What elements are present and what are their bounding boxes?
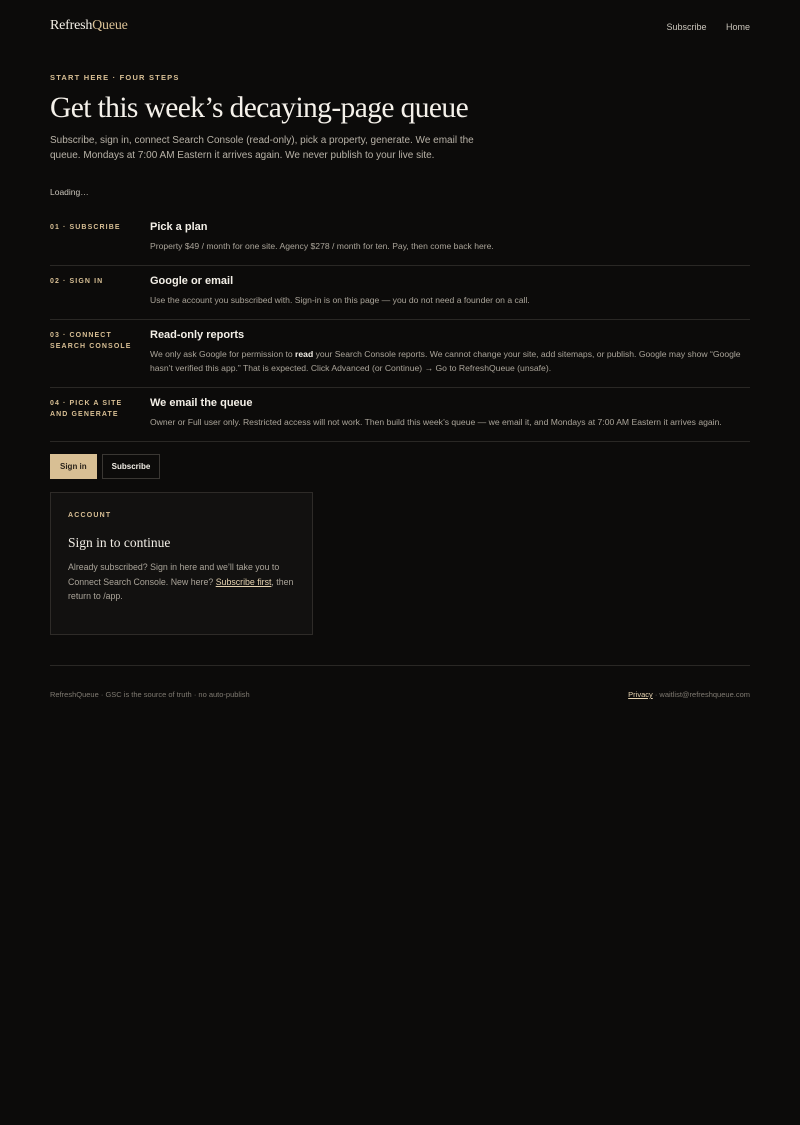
step-body [150, 212, 750, 265]
footer [50, 690, 750, 699]
step-description-after: your Search Console reports. We cannot change your site, add sitemaps, or publish. Google may show “Google hasn’t verified this app.” That is expected. Click Advanced (or Continue) → Go to RefreshQueue (unsafe). [150, 349, 741, 373]
step-number: 02 · SIGN IN [50, 278, 104, 285]
step-number: 01 · SUBSCRIBE [50, 224, 121, 231]
step-sign-in [50, 266, 750, 320]
step-title: Pick a plan [150, 221, 208, 233]
account-card-eyebrow: ACCOUNT [68, 512, 112, 519]
step-title: Read-only reports [150, 329, 245, 341]
subscribe-button[interactable]: Subscribe [102, 454, 161, 479]
nav-link-home[interactable]: Home [725, 22, 750, 32]
account-card-text [68, 560, 295, 604]
brand-primary: Refresh [50, 18, 93, 33]
step-title: We email the queue [150, 397, 253, 409]
step-body [150, 266, 750, 319]
loading-status: Loading… [50, 187, 89, 197]
step-subscribe [50, 212, 750, 266]
footer-links [628, 690, 750, 699]
footer-divider [50, 665, 750, 666]
sign-in-button[interactable]: Sign in [50, 454, 97, 479]
step-body [150, 388, 750, 441]
step-pick-site-generate [50, 388, 750, 442]
hero-eyebrow: START HERE · FOUR STEPS [50, 73, 180, 82]
account-card-text-after: , then return to /app. [68, 576, 294, 601]
account-card [50, 492, 313, 635]
step-description-before: We only ask Google for permission to [150, 349, 296, 359]
step-connect-search-console [50, 320, 750, 388]
steps-list [50, 212, 750, 442]
action-buttons [50, 454, 165, 479]
step-number: 03 · CONNECT SEARCH CONSOLE [50, 332, 132, 350]
footer-email[interactable]: waitlist@refreshqueue.com [659, 690, 750, 699]
brand-logo[interactable] [50, 18, 128, 34]
top-nav [649, 22, 750, 32]
top-bar [50, 18, 750, 38]
step-description: Owner or Full user only. Restricted access will not work. Then build this week’s queue — we email it, and Mondays at 7:00 AM Eastern it arrives again. [150, 417, 722, 427]
footer-tagline: RefreshQueue · GSC is the source of truth · no auto-publish [50, 690, 250, 699]
step-number: 04 · PICK A SITE AND GENERATE [50, 400, 123, 418]
nav-link-subscribe[interactable]: Subscribe [666, 22, 707, 32]
account-card-text-before: Already subscribed? Sign in here and we’ll take you to Connect Search Console. New here? [68, 562, 280, 587]
brand-accent: Queue [92, 18, 128, 33]
account-card-title: Sign in to continue [68, 535, 171, 550]
step-description: Property $49 / month for one site. Agency $278 / month for ten. Pay, then come back here. [150, 241, 494, 251]
step-title: Google or email [150, 275, 234, 287]
subscribe-first-link[interactable]: Subscribe first [215, 576, 272, 587]
hero-lede: Subscribe, sign in, connect Search Console (read-only), pick a property, generate. We email the queue. Mondays at 7:00 AM Eastern it arrives again. We never publish to your live site. [50, 135, 474, 161]
step-body [150, 320, 750, 387]
step-description: Use the account you subscribed with. Sign-in is on this page — you do not need a founder on a call. [150, 295, 530, 305]
page-title: Get this week’s decaying-page queue [50, 92, 469, 124]
step-description [150, 347, 750, 375]
step-description-bold: read [295, 349, 314, 359]
privacy-link[interactable]: Privacy [628, 690, 653, 699]
footer-separator: · [652, 690, 660, 699]
